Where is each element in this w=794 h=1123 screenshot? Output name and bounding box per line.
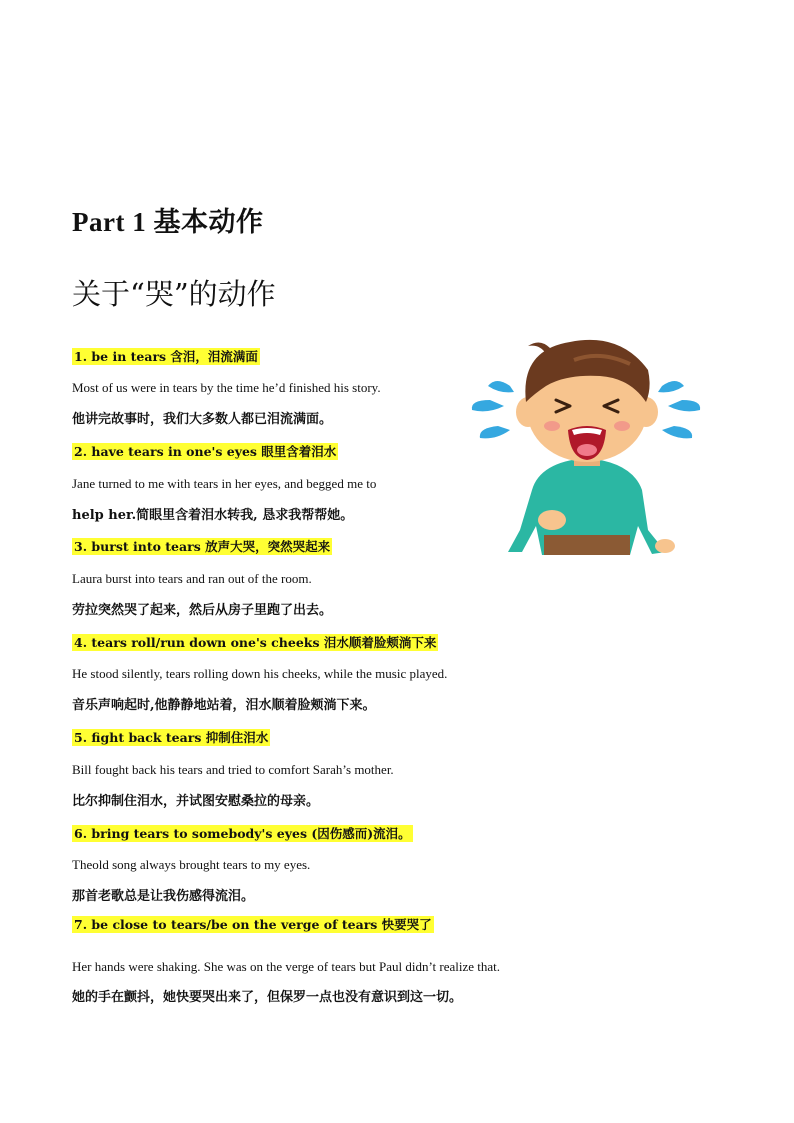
tongue-shape: [577, 444, 597, 456]
cheek-left: [544, 421, 560, 431]
entry-4-english: He stood silently, tears rolling down his cheeks, while the music played.: [72, 666, 448, 681]
section-title: 关于“哭”的动作: [72, 277, 276, 311]
entry-4-chinese: 音乐声响起时,他静静地站着，泪水顺着脸颊淌下来。: [72, 698, 376, 713]
entry-2-chinese: help her.简眼里含着泪水转我, 恳求我帮帮她。: [72, 508, 354, 523]
cheek-right: [614, 421, 630, 431]
hand-shape: [538, 510, 566, 530]
tear-left-1: [472, 400, 504, 411]
entry-7-phrase: 7. be close to tears/be on the verge of tears 快要哭了: [74, 917, 432, 932]
entry-5-phrase: 5. fight back tears 抑制住泪水: [74, 730, 269, 745]
entry-3-chinese: 劳拉突然哭了起来，然后从房子里跑了出去。: [72, 603, 333, 618]
entry-6-english: Theold song always brought tears to my eyes.: [72, 857, 311, 872]
tear-right-3: [658, 381, 684, 392]
entry-1-chinese: 他讲完故事时，我们大多数人都已泪流满面。: [72, 412, 333, 427]
entry-1-english: Most of us were in tears by the time he’d finished his story.: [72, 380, 381, 395]
tear-right-1: [668, 400, 700, 411]
entry-1-phrase: 1. be in tears 含泪，泪流满面: [74, 349, 258, 364]
hair-tuft: [528, 342, 550, 354]
entry-2-phrase: 2. have tears in one's eyes 眼里含着泪水: [74, 444, 337, 459]
entry-3-phrase: 3. burst into tears 放声大哭，突然哭起来: [74, 539, 331, 554]
part-title: Part 1 基本动作: [72, 207, 264, 237]
tear-left-2: [480, 426, 510, 438]
entry-7-chinese: 她的手在颤抖，她快要哭出来了，但保罗一点也没有意识到这一切。: [72, 990, 463, 1005]
hand-shape-right: [655, 539, 675, 553]
entry-5-english: Bill fought back his tears and tried to comfort Sarah’s mother.: [72, 762, 394, 777]
entry-2-english: Jane turned to me with tears in her eyes, and begged me to: [72, 476, 377, 491]
entry-5-chinese: 比尔抑制住泪水，并试图安慰桑拉的母亲。: [72, 794, 320, 809]
tear-left-3: [488, 381, 514, 392]
pants-shape: [544, 535, 630, 555]
entry-7-english: Her hands were shaking. She was on the verge of tears but Paul didn’t realize that.: [72, 959, 501, 974]
entry-6-chinese: 那首老歌总是让我伤感得流泪。: [72, 889, 255, 904]
entry-3-english: Laura burst into tears and ran out of the room.: [72, 571, 312, 586]
crying-boy-illustration: [470, 330, 702, 555]
tear-right-2: [662, 426, 692, 438]
entry-6-phrase: 6. bring tears to somebody's eyes (因伤感而)流泪。: [74, 826, 411, 841]
entry-4-phrase: 4. tears roll/run down one's cheeks 泪水顺着脸颊淌下来: [74, 635, 437, 650]
